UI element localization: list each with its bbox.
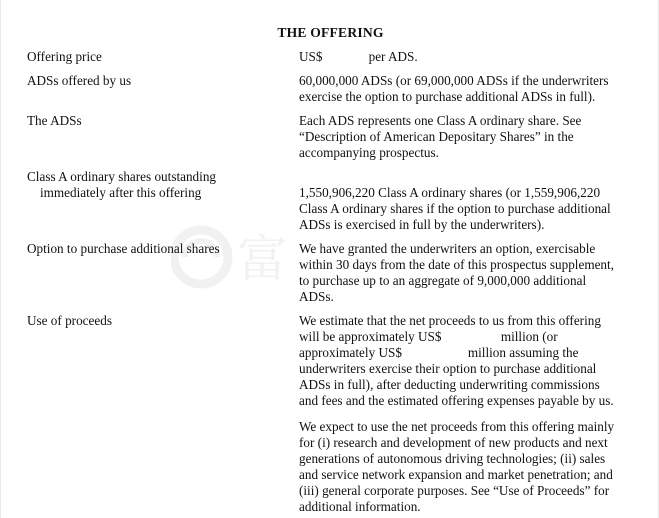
value-line: US$ per ADS.: [299, 49, 418, 64]
value-line: underwriters exercise their option to purchase additional: [299, 361, 597, 376]
value-line: and fees and the estimated offering expenses payable by us.: [299, 393, 614, 408]
value-line: exercise the option to purchase additional ADSs in full).: [299, 89, 596, 104]
value-line: We expect to use the net proceeds from this offering mainly: [299, 419, 615, 434]
value-line: We have granted the underwriters an option, exercisable: [299, 241, 596, 256]
value-line: 1,550,906,220 Class A ordinary shares (or 1,559,906,220: [299, 185, 601, 200]
value-line: and service network expansion and market penetration; and: [299, 467, 613, 482]
label-line: The ADSs: [27, 113, 82, 128]
value-line: “Description of American Depositary Shares” in the: [299, 129, 574, 144]
value-line: ADSs in full), after deducting underwriting commissions: [299, 377, 600, 392]
label-the-adss: [27, 113, 287, 129]
label-line: Class A ordinary shares outstanding: [27, 169, 217, 184]
value-line: within 30 days from the date of this prospectus supplement,: [299, 257, 614, 272]
value-line: Each ADS represents one Class A ordinary share. See: [299, 113, 582, 128]
label-line: immediately after this offering: [40, 185, 202, 200]
value-line: (iii) general corporate purposes. See “Use of Proceeds” for: [299, 483, 610, 498]
value-the-adss: [299, 113, 644, 161]
value-line: additional information.: [299, 499, 421, 514]
value-line: will be approximately US$ million (or: [299, 329, 558, 344]
label-line: Option to purchase additional shares: [27, 241, 220, 256]
watermark-glyph: 富: [237, 230, 287, 288]
value-line: 60,000,000 ADSs (or 69,000,000 ADSs if the underwriters: [299, 73, 609, 88]
label-line: Offering price: [27, 49, 102, 64]
futu-logo-watermark-icon: [171, 222, 301, 292]
value-offering-price: [299, 49, 644, 65]
value-line: approximately US$ million assuming the: [299, 345, 579, 360]
label-line: ADSs offered by us: [27, 73, 132, 88]
value-use-of-proceeds-purposes: [299, 419, 644, 515]
value-line: Class A ordinary shares if the option to purchase additional: [299, 201, 611, 216]
value-line: accompanying prospectus.: [299, 145, 439, 160]
label-shares-outstanding: [27, 169, 287, 201]
value-shares-outstanding: [299, 185, 644, 233]
label-option-additional-shares: [27, 241, 287, 257]
label-adss-offered: [27, 73, 287, 89]
label-offering-price: [27, 49, 287, 65]
label-use-of-proceeds: [27, 313, 287, 329]
label-line: Use of proceeds: [27, 313, 112, 328]
value-line: ADSs is exercised in full by the underwriters).: [299, 217, 545, 232]
value-line: to purchase up to an aggregate of 9,000,000 additional: [299, 273, 587, 288]
watermark-logo: [171, 222, 301, 292]
value-adss-offered: [299, 73, 644, 105]
value-option-additional-shares: [299, 241, 644, 305]
value-line: for (i) research and development of new products and next: [299, 435, 608, 450]
value-line: We estimate that the net proceeds to us from this offering: [299, 313, 601, 328]
section-title: THE OFFERING: [277, 25, 384, 40]
value-line: generations of autonomous driving technologies; (ii) sales: [299, 451, 606, 466]
value-line: ADSs.: [299, 289, 334, 304]
value-use-of-proceeds-estimate: [299, 313, 644, 409]
